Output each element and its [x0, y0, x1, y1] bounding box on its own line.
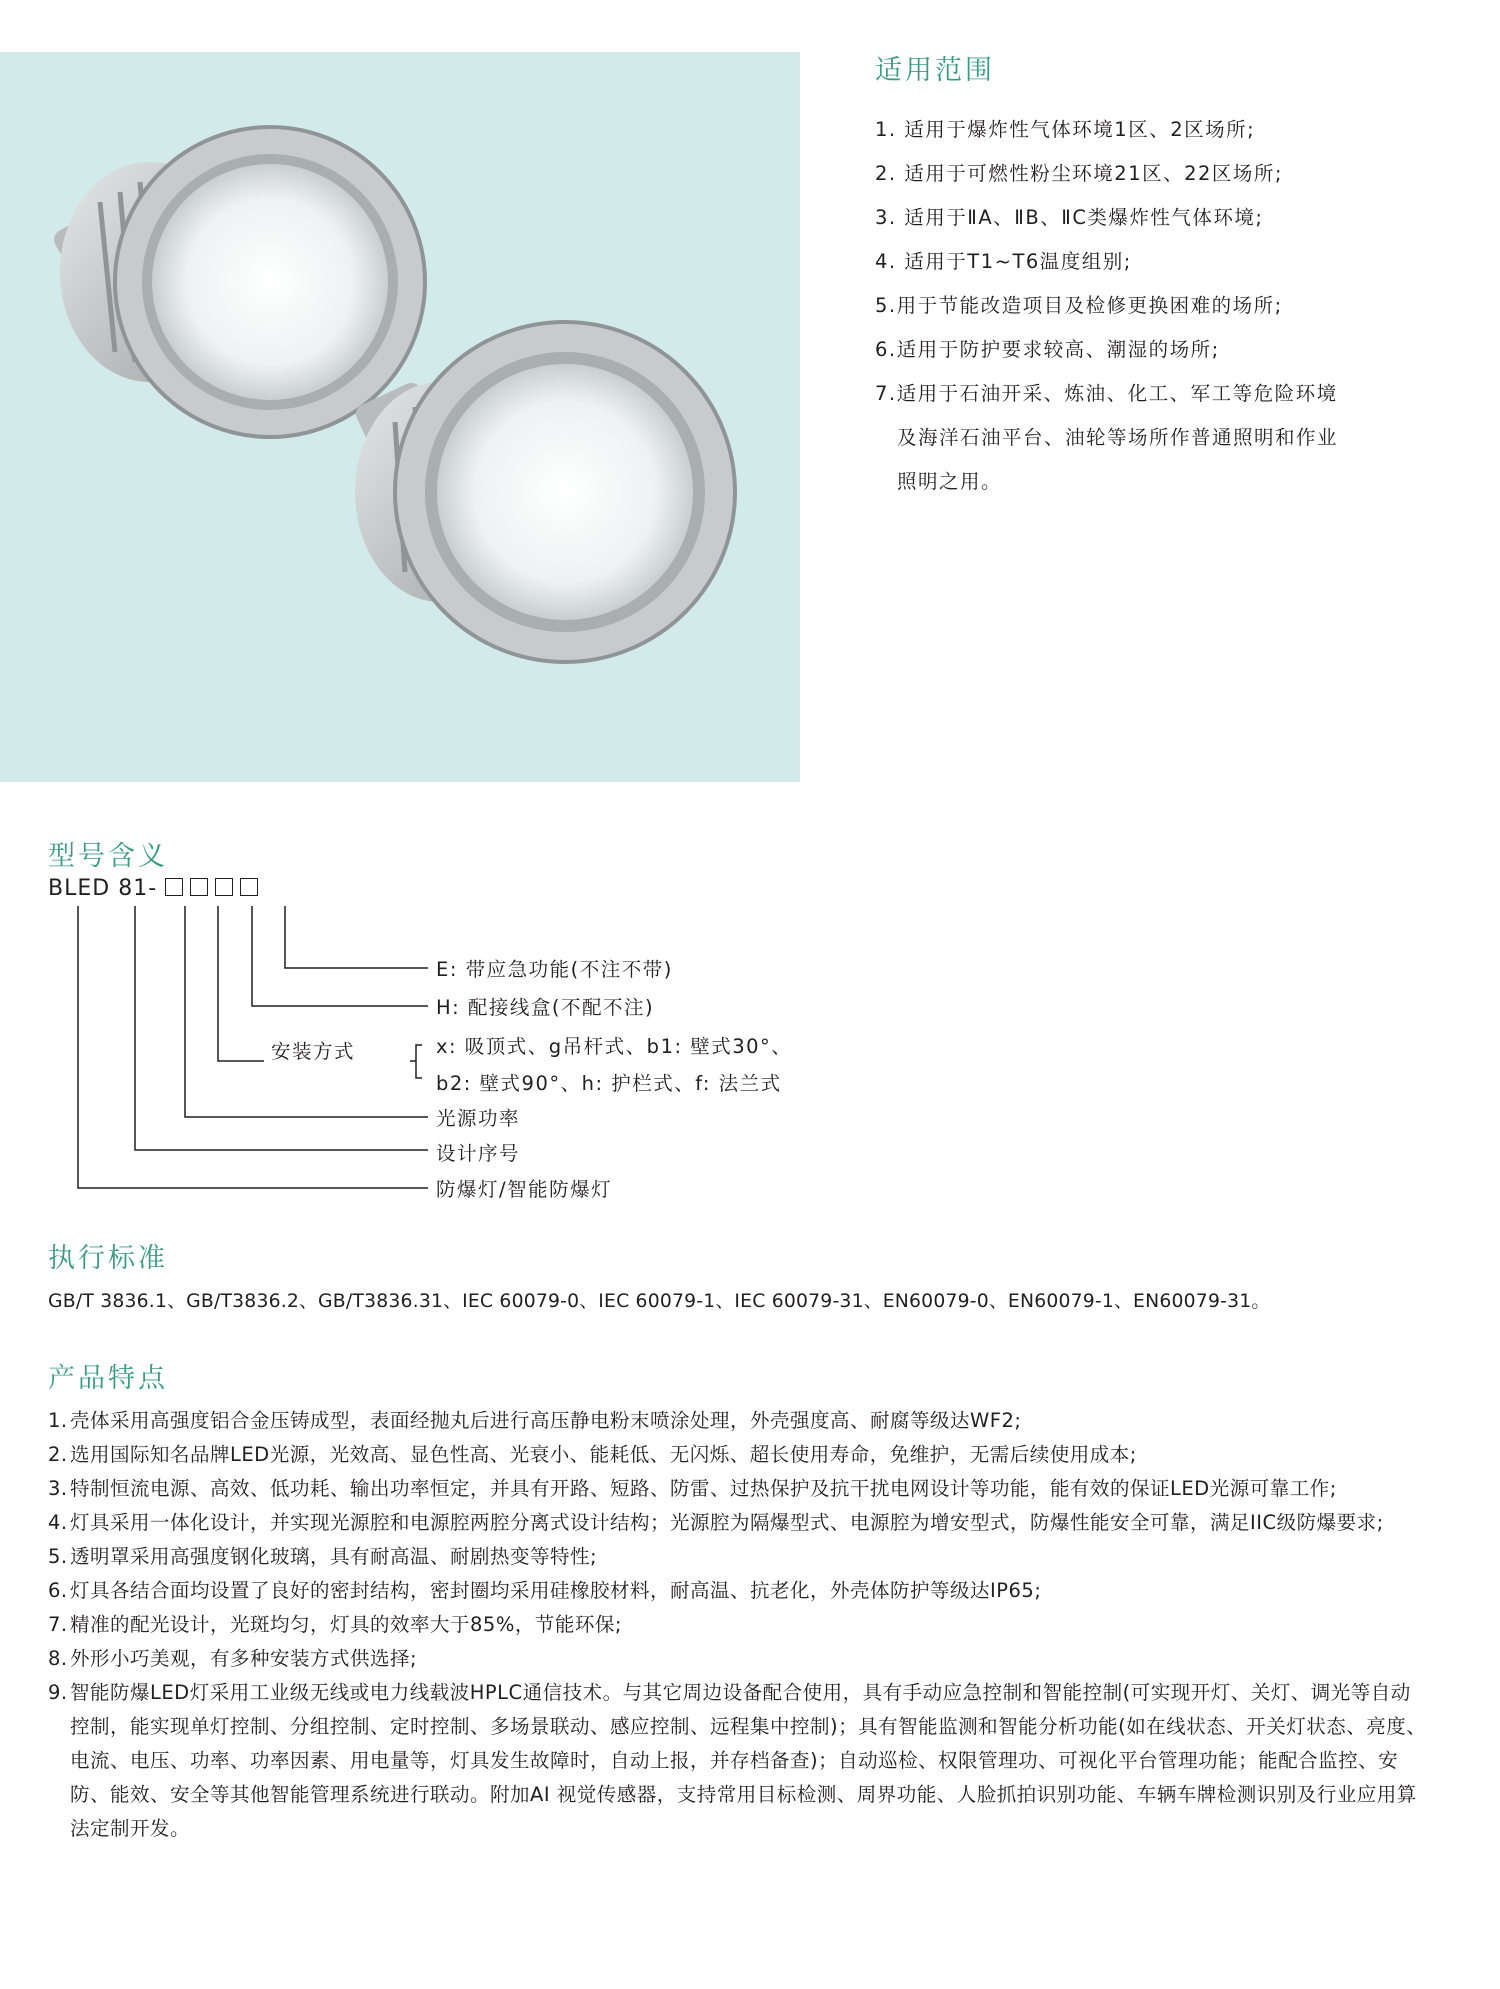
feature-text: 智能防爆LED灯采用工业级无线或电力线载波HPLC通信技术。与其它周边设备配合使用，具有手动应急控制和智能控制(可实现开灯、关灯、调光等自动控制，能实现单灯控制、分组控制、定时控制、多场景联动、感应控制、远程集中控制)；具有智能监测和智能分析功能(如在线状态、开关灯状态、亮度、电流、电压、功率、功率因素、用电量等，灯具发生故障时，自动上报，并存档备查)；自动巡检、权限管理功、可视化平台管理功能；能配合监控、安防、能效、安全等其他智能管理系统进行联动。附加AI 视觉传感器，支持常用目标检测、周界功能、人脸抓拍识别功能、车辆车牌检测识别及行业应用算法定制开发。 — [70, 1681, 1427, 1840]
feature-number: 6. — [48, 1579, 68, 1602]
scope-item-7-line-3: 照明之用。 — [897, 470, 1003, 493]
feature-item — [48, 1404, 1428, 1438]
feature-text: 特制恒流电源、高效、低功耗、输出功率恒定，并具有开路、短路、防雷、过热保护及抗干扰电网设计等功能，能有效的保证LED光源可靠工作; — [70, 1477, 1337, 1500]
scope-item-7 — [875, 372, 1435, 504]
scope-item-6: 6.适用于防护要求较高、潮湿的场所; — [875, 338, 1220, 361]
explosion-proof-lamps-illustration — [0, 52, 800, 782]
scope-list — [875, 108, 1435, 504]
lamp-front — [353, 322, 735, 662]
model-label-mount-line-2: b2: 壁式90°、h: 护栏式、f: 法兰式 — [436, 1072, 782, 1095]
feature-number: 5. — [48, 1545, 68, 1568]
scope-item-7-line-1: 7.适用于石油开采、炼油、化工、军工等危险环境 — [875, 382, 1338, 405]
feature-text: 灯具采用一体化设计，并实现光源腔和电源腔两腔分离式设计结构；光源腔为隔爆型式、电源腔为增安型式，防爆性能安全可靠，满足IIC级防爆要求; — [70, 1511, 1384, 1534]
feature-item — [48, 1642, 1428, 1676]
scope-item-7-line-2: 及海洋石油平台、油轮等场所作普通照明和作业 — [897, 426, 1339, 449]
model-label-mount-line-1: x: 吸顶式、g吊杆式、b1: 壁式30°、 — [436, 1035, 793, 1058]
features-title: 产品特点 — [48, 1363, 168, 1394]
features-list — [48, 1404, 1428, 1846]
model-label-junction: H: 配接线盒(不配不注) — [436, 996, 655, 1019]
feature-number: 1. — [48, 1409, 68, 1432]
feature-text: 灯具各结合面均设置了良好的密封结构，密封圈均采用硅橡胶材料，耐高温、抗老化，外壳体防护等级达IP65; — [70, 1579, 1042, 1602]
model-label-mount: 安装方式 — [271, 1040, 356, 1063]
feature-number: 4. — [48, 1511, 68, 1534]
feature-item — [48, 1472, 1428, 1506]
feature-item — [48, 1506, 1428, 1540]
model-label-emergency: E: 带应急功能(不注不带) — [436, 958, 673, 981]
model-code-prefix: BLED — [48, 876, 111, 901]
feature-text: 精准的配光设计，光斑均匀，灯具的效率大于85%，节能环保; — [70, 1613, 622, 1636]
model-label-power: 光源功率 — [436, 1107, 521, 1130]
standard-text: GB/T 3836.1、GB/T3836.2、GB/T3836.31、IEC 60079-0、IEC 60079-1、IEC 60079-31、EN60079-0、EN60079-1、EN60079-31。 — [48, 1291, 1271, 1312]
feature-number: 8. — [48, 1647, 68, 1670]
feature-number: 2. — [48, 1443, 68, 1466]
feature-text: 外形小巧美观，有多种安装方式供选择; — [70, 1647, 418, 1670]
feature-text: 选用国际知名品牌LED光源，光效高、显色性高、光衰小、能耗低、无闪烁、超长使用寿命，免维护，无需后续使用成本; — [70, 1443, 1137, 1466]
feature-item — [48, 1608, 1428, 1642]
feature-text: 透明罩采用高强度钢化玻璃，具有耐高温、耐剧热变等特性; — [70, 1545, 598, 1568]
model-title: 型号含义 — [48, 841, 168, 872]
feature-item — [48, 1540, 1428, 1574]
feature-item — [48, 1676, 1428, 1846]
scope-item-5: 5.用于节能改造项目及检修更换困难的场所; — [875, 294, 1283, 317]
standard-title: 执行标准 — [48, 1243, 168, 1274]
scope-item-3: 3. 适用于ⅡA、ⅡB、ⅡC类爆炸性气体环境; — [875, 206, 1264, 229]
model-code-series: 81 — [118, 876, 149, 901]
feature-text: 壳体采用高强度铝合金压铸成型，表面经抛丸后进行高压静电粉末喷涂处理，外壳强度高、耐腐等级达WF2; — [70, 1409, 1022, 1432]
scope-item-4: 4. 适用于T1~T6温度组别; — [875, 250, 1132, 273]
feature-number: 3. — [48, 1477, 68, 1500]
model-label-design: 设计序号 — [436, 1142, 521, 1165]
model-code-box-power — [165, 878, 183, 896]
model-code — [48, 876, 265, 901]
model-code-box-emergency — [240, 878, 258, 896]
scope-title: 适用范围 — [875, 55, 995, 86]
model-label-type: 防爆灯/智能防爆灯 — [436, 1178, 613, 1201]
lamp-back — [50, 127, 425, 437]
scope-item-2: 2. 适用于可燃性粉尘环境21区、22区场所; — [875, 162, 1283, 185]
feature-item — [48, 1438, 1428, 1472]
feature-item — [48, 1574, 1428, 1608]
scope-item-1: 1. 适用于爆炸性气体环境1区、2区场所; — [875, 118, 1256, 141]
model-code-dash: - — [148, 876, 158, 901]
product-photo — [0, 52, 800, 782]
model-code-box-mount — [190, 878, 208, 896]
feature-number: 7. — [48, 1613, 68, 1636]
model-code-box-junction — [215, 878, 233, 896]
feature-number: 9. — [48, 1681, 68, 1704]
